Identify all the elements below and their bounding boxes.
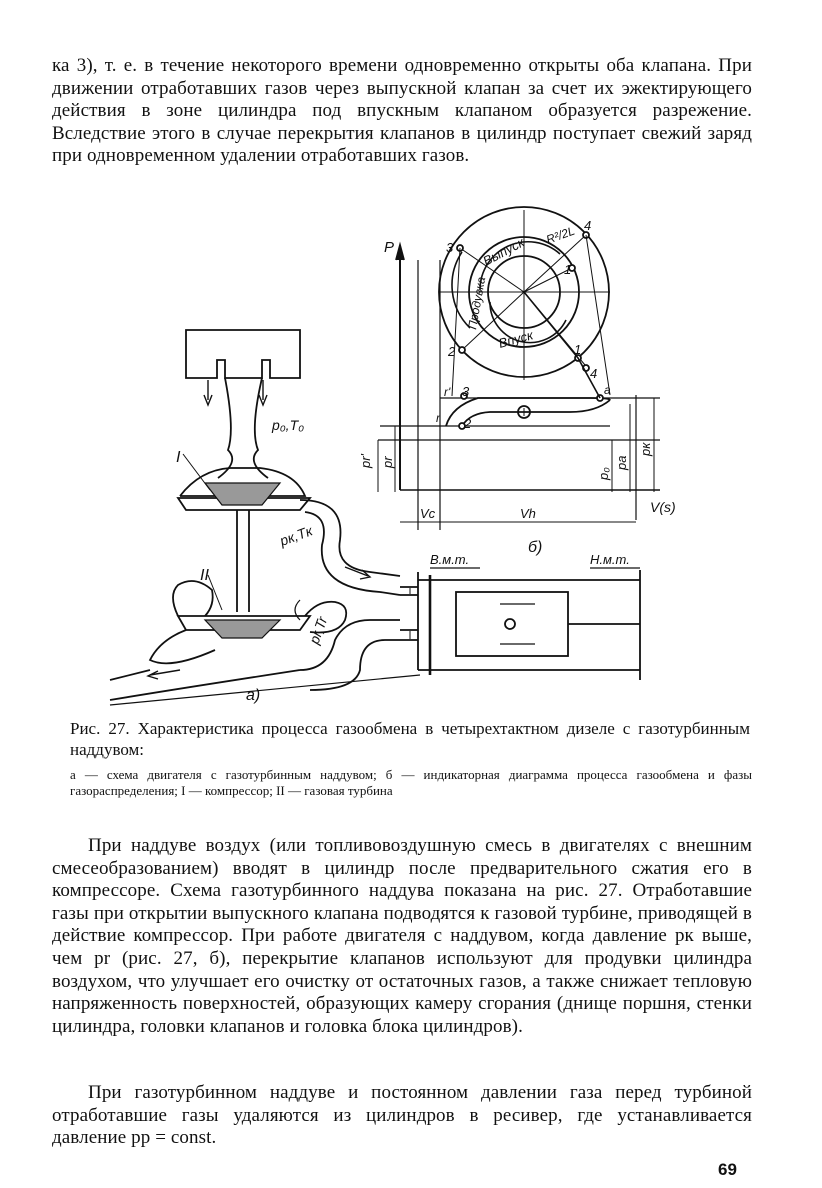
page-number: 69 — [718, 1160, 737, 1179]
p0-label: p₀ — [596, 467, 611, 480]
exhaust-label: Выпуск — [480, 234, 527, 269]
pa-label: pа — [614, 455, 629, 470]
scavenge-label: Продувка — [465, 275, 489, 331]
figure-caption-number: Рис. 27. — [70, 719, 130, 738]
label-tdc: В.м.т. — [430, 552, 470, 567]
point-3-top: 3 — [446, 240, 454, 255]
point-1-low: 1 — [574, 342, 582, 357]
label-pk-tk: pк,Tк — [277, 522, 315, 549]
pr-label: pr — [380, 456, 395, 468]
vh-label: Vh — [520, 506, 536, 521]
figure-caption-title — [70, 718, 750, 760]
figure-27 — [0, 200, 822, 715]
paragraph-continuation: ка 3), т. е. в течение некоторого времени одновременно открыты оба клапана. При движении отработавших газов через выпускной клапан за счет их эжектирующего действия в зоне цилиндра под впускным клапаном образуется разрежение. Вследствие этого в случае перекрытия клапанов в цилиндр поступает свежий заряд при одновременном удалении отработавших газов. — [52, 55, 752, 167]
panel-b-label: б) — [528, 539, 543, 556]
point-1-top: 1 — [564, 262, 572, 277]
a-label: a — [604, 383, 611, 397]
pr-prime-label: pr' — [358, 453, 373, 468]
label-compressor-mark: I — [176, 449, 181, 466]
pk-label: pк — [638, 442, 653, 456]
figure-caption-legend: а — схема двигателя с газотурбинным наддувом; б — индикаторная диаграмма процесса газообмена и фазы газораспределения; I — компрессор; II — газовая турбина — [70, 767, 752, 798]
label-pr-tr: pr,Tr — [305, 614, 331, 647]
point-2-low: 2 — [464, 416, 472, 431]
r-label: r — [436, 411, 440, 425]
vc-label: Vc — [420, 506, 436, 521]
label-turbine-mark: II — [200, 567, 209, 584]
point-4-low: 4 — [590, 366, 598, 381]
figure-caption-text: Характеристика процесса газообмена в четырехтактном дизеле с газотурбинным наддувом: — [70, 719, 750, 759]
point-3-low: 3 — [462, 384, 470, 399]
body-paragraph-2: При газотурбинном наддуве и постоянном давлении газа перед турбиной отработавшие газы удаляются из цилиндров в ресивер, где устанавливается давление pр = const. — [52, 1082, 752, 1149]
panel-a-label: а) — [246, 687, 261, 704]
axis-v-label: V(s) — [650, 499, 676, 515]
r-prime-label: r' — [444, 385, 451, 399]
intake-label: Впуск — [496, 327, 535, 351]
label-bdc: Н.м.т. — [590, 552, 630, 567]
body-paragraph-1: При наддуве воздух (или топливовоздушную смесь в двигателях с внешним смесеобразованием) вводят в цилиндр после предварительного сжатия его в компрессоре. Схема газотурбинного наддува показана на рис. 27. Отработавшие газы при открытии выпускного клапана подводятся к газовой турбине, приводящей в действие компрессор. При работе двигателя с наддувом, когда давление pк выше, чем pr (рис. 27, б), перекрытие клапанов используют для продувки цилиндра воздухом, что улучшает его очистку от остаточных газов, а также снижает тепловую напряженность поверхностей, образующих камеру сгорания (днище поршня, стенки цилиндра, головки клапанов и головка блока цилиндров). — [52, 835, 752, 1037]
label-p0-t0: p₀,T₀ — [272, 417, 305, 433]
point-4-top: 4 — [584, 218, 592, 233]
axis-p-label: P — [384, 239, 395, 256]
point-2-circle: 2 — [448, 344, 456, 359]
indicator-diagram — [378, 207, 660, 530]
engine-scheme — [110, 330, 640, 705]
r2-2l-label: R²/2L — [544, 223, 577, 247]
